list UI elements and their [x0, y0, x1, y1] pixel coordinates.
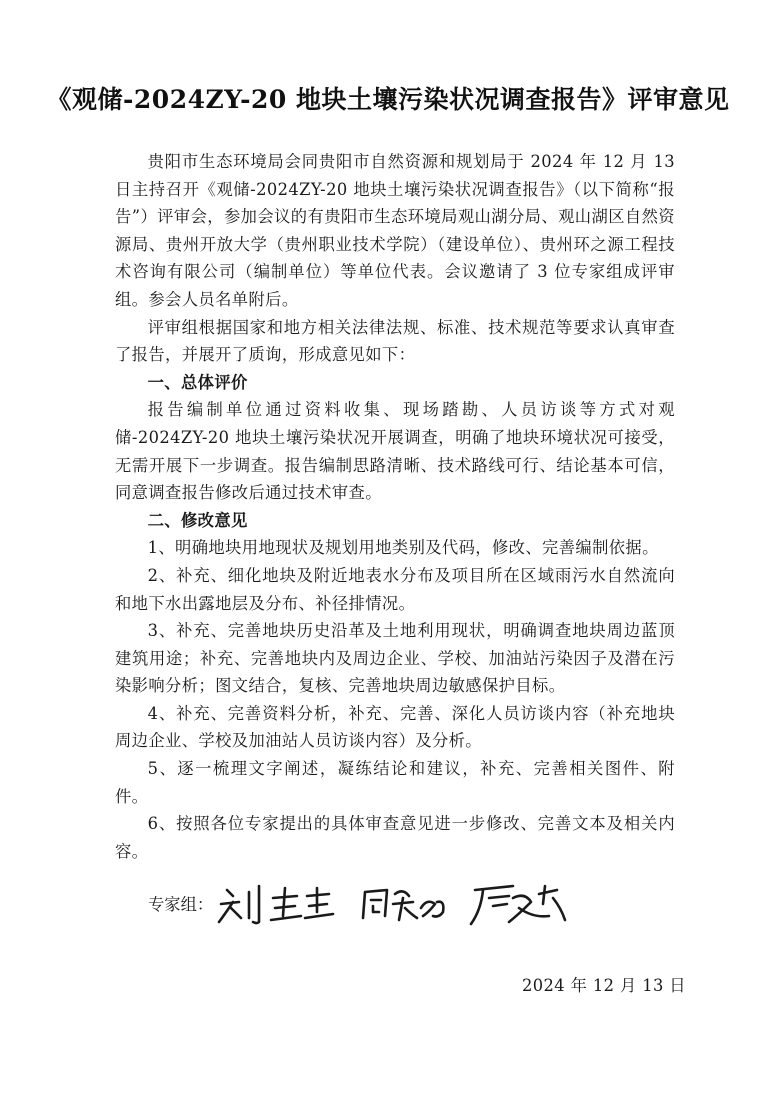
handwritten-signatures — [213, 878, 633, 928]
section-heading: 一、总体评价 — [147, 372, 248, 392]
intro-paragraph: 贵阳市生态环境局会同贵阳市自然资源和规划局于 2024 年 12 月 13 日主持召开《观储-2024ZY-20 地块土壤污染状况调查报告》（以下简称“报告”）评审会，参加会议的有贵阳市生态环境局观山湖分局、观山湖区自然资源局、贵州开放大学（贵州职业技术学院）（建设单位）、贵州环之源工程技术咨询有限公司（编制单位）等单位代表。会议邀请了 3 位专家组成评审组。参会人员名单附后。 — [115, 152, 675, 309]
signature-block — [148, 878, 633, 928]
list-item: 5、逐一梳理文字阐述，凝练结论和建议，补充、完善相关图件、附件。 — [115, 759, 675, 806]
intro-paragraph: 评审组根据国家和地方相关法律法规、标准、技术规范等要求认真审查了报告，并展开了质询，形成意见如下： — [115, 317, 675, 365]
document-date: 2024 年 12 月 13 日 — [522, 976, 686, 995]
list-item: 2、补充、细化地块及附近地表水分布及项目所在区域雨污水自然流向和地下水出露地层及分布、补径排情况。 — [115, 565, 675, 613]
section-heading: 二、修改意见 — [147, 510, 248, 530]
list-item: 3、补充、完善地块历史沿革及土地利用现状，明确调查地块周边蓝顶建筑用途；补充、完善地块内及周边企业、学校、加油站污染因子及潜在污染影响分析；图文结合，复核、完善地块周边敏感保护目标。 — [115, 621, 675, 696]
page-title: 《观储-2024ZY-20 地块土壤污染状况调查报告》评审意见 — [46, 85, 730, 114]
list-item: 4、补充、完善资料分析，补充、完善、深化人员访谈内容（补充地块周边企业、学校及加油站人员访谈内容）及分析。 — [115, 703, 675, 751]
list-item: 6、按照各位专家提出的具体审查意见进一步修改、完善文本及相关内容。 — [115, 814, 675, 861]
section-paragraph: 报告编制单位通过资料收集、现场踏勘、人员访谈等方式对观储-2024ZY-20 地块土壤污染状况开展调查，明确了地块环境状况可接受，无需开展下一步调查。报告编制思路清晰、技术路线可行、结论基本可信，同意调查报告修改后通过技术审查。 — [115, 400, 675, 503]
document-body — [115, 148, 675, 865]
signature-label: 专家组： — [148, 895, 214, 914]
list-item: 1、明确地块用地现状及规划用地类别及代码，修改、完善编制依据。 — [147, 538, 659, 558]
